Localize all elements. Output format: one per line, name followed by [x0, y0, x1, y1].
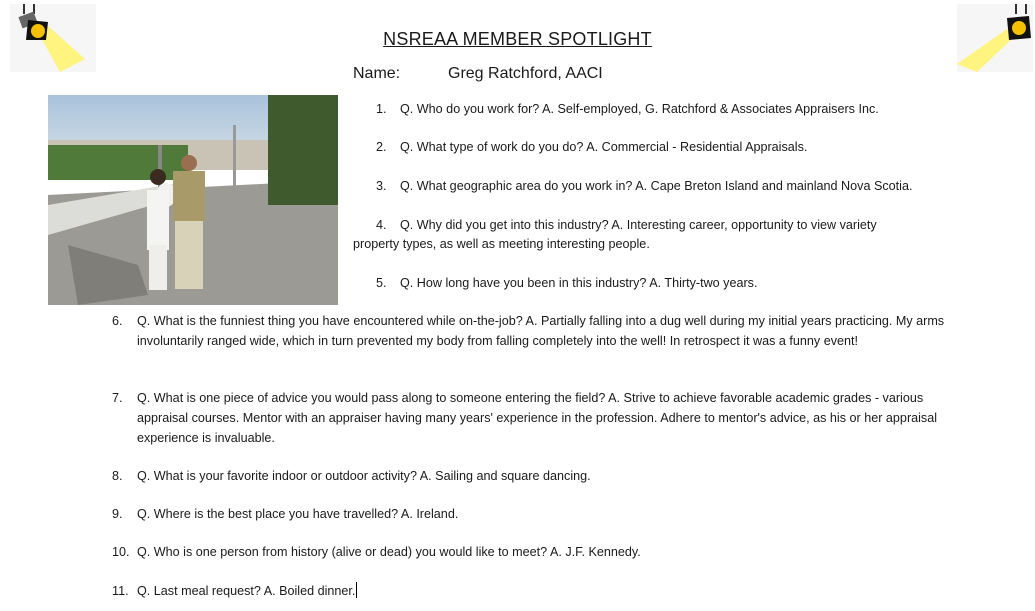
question-text: Q. Last meal request? A. Boiled dinner.: [137, 584, 356, 598]
question-text: Q. What is the funniest thing you have encountered while on-the-job? A. Partially falling into a dug well during my initial years practicing. My arms involuntarily ranged wide, which in turn prevented my body from falling completely into the well! In retrospect it was a funny event!: [137, 314, 945, 348]
question-text: Q. Where is the best place you have travelled? A. Ireland.: [137, 507, 459, 521]
question-6: [112, 311, 952, 351]
question-number: 7.: [112, 391, 123, 405]
member-photo: [48, 95, 338, 305]
question-number: 1.: [376, 102, 387, 116]
question-number: 2.: [376, 140, 387, 154]
question-9: [112, 504, 952, 524]
question-text: Q. How long have you been in this industry? A. Thirty-two years.: [400, 276, 758, 290]
question-text: Q. What is your favorite indoor or outdoor activity? A. Sailing and square dancing.: [137, 469, 591, 483]
question-text: Q. Why did you get into this industry? A. Interesting career, opportunity to view variety: [400, 218, 877, 232]
question-10: [112, 542, 952, 562]
question-text: Q. Who is one person from history (alive or dead) you would like to meet? A. J.F. Kennedy.: [137, 545, 641, 559]
question-number: 9.: [112, 507, 123, 521]
question-number: 6.: [112, 314, 123, 328]
question-text: Q. Who do you work for? A. Self-employed, G. Ratchford & Associates Appraisers Inc.: [400, 102, 879, 116]
question-8: [112, 466, 952, 486]
question-11: [112, 581, 952, 601]
question-number: 10.: [112, 545, 130, 559]
name-label: Name:: [353, 65, 401, 82]
question-number: 5.: [376, 276, 387, 290]
question-number: 11.: [112, 584, 129, 598]
question-4-continued: property types, as well as meeting interesting people.: [353, 237, 650, 251]
question-text: Q. What geographic area do you work in? A. Cape Breton Island and mainland Nova Scotia.: [400, 179, 913, 193]
member-name-row: [353, 65, 603, 83]
page-title: NSREAA MEMBER SPOTLIGHT: [383, 29, 652, 49]
question-number: 8.: [112, 469, 123, 483]
question-text: Q. What is one piece of advice you would pass along to someone entering the field? A. Strive to achieve favorable academic grades - various appraisal courses. Mentor with an appraiser having many years' experience in the profession. Adhere to mentor's advice, as his or her appraisal experience is invaluable.: [137, 391, 938, 445]
question-text-editable[interactable]: [137, 581, 952, 601]
member-name: Greg Ratchford, AACI: [448, 65, 603, 82]
question-text: Q. What type of work do you do? A. Commercial - Residential Appraisals.: [400, 140, 808, 154]
question-number: 3.: [376, 179, 387, 193]
question-7: [112, 388, 952, 448]
text-cursor: [356, 582, 357, 598]
question-number: 4.: [376, 218, 387, 232]
